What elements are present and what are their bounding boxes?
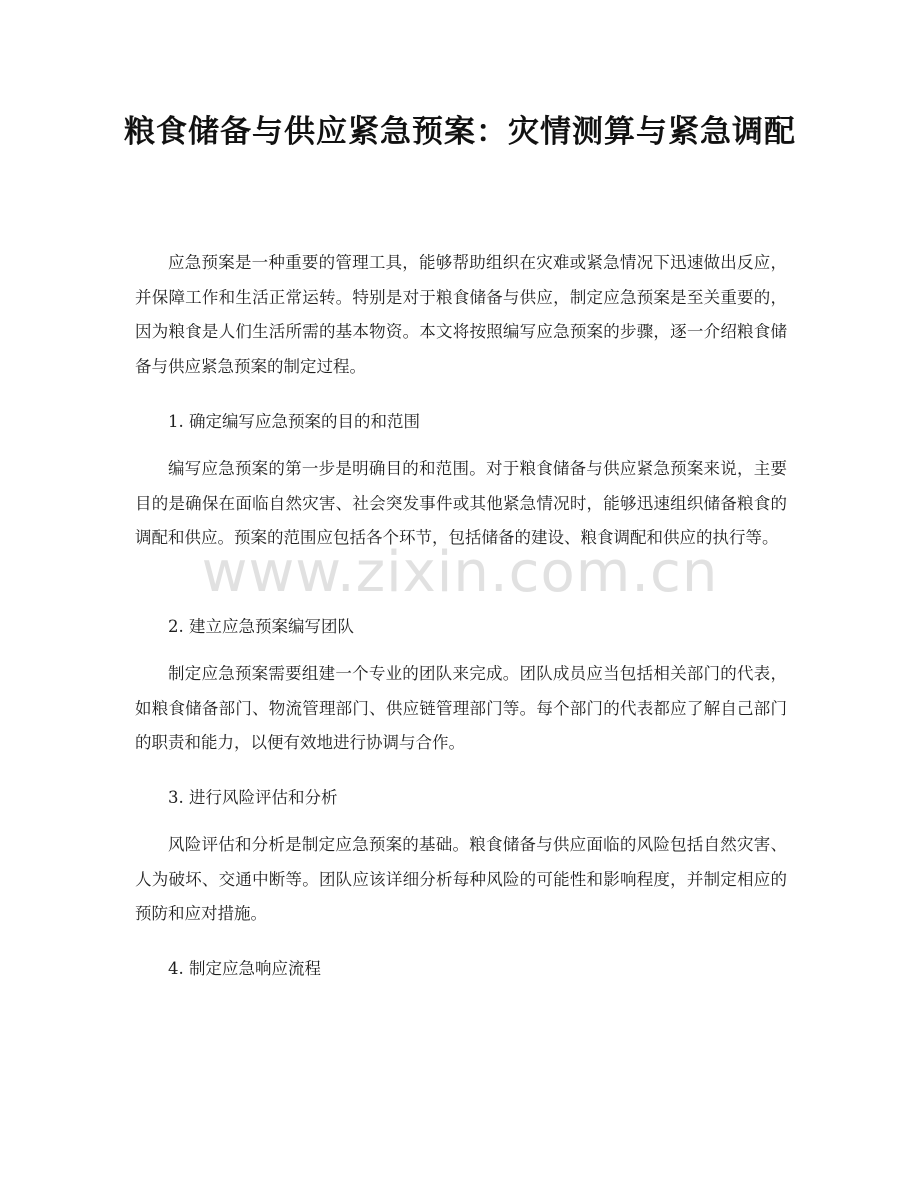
intro-paragraph: 应急预案是一种重要的管理工具，能够帮助组织在灾难或紧急情况下迅速做出反应，并保障工作和生活正常运转。特别是对于粮食储备与供应，制定应急预案是至关重要的，因为粮食是人们生活所需的基本物资。本文将按照编写应急预案的步骤，逐一介绍粮食储备与供应紧急预案的制定过程。 — [135, 253, 787, 376]
section-heading-2: 2. 建立应急预案编写团队 — [168, 617, 354, 636]
section-heading-1: 1. 确定编写应急预案的目的和范围 — [168, 412, 420, 431]
section-heading-3: 3. 进行风险评估和分析 — [168, 788, 338, 807]
document-title: 粮食储备与供应紧急预案：灾情测算与紧急调配 — [124, 114, 796, 150]
section-body-3: 风险评估和分析是制定应急预案的基础。粮食储备与供应面临的风险包括自然灾害、人为破坏、交通中断等。团队应该详细分析每种风险的可能性和影响程度，并制定相应的预防和应对措施。 — [135, 835, 787, 923]
watermark: www.zixin.com.cn — [201, 540, 719, 605]
section-heading-4: 4. 制定应急响应流程 — [168, 959, 321, 978]
section-body-2: 制定应急预案需要组建一个专业的团队来完成。团队成员应当包括相关部门的代表，如粮食储备部门、物流管理部门、供应链管理部门等。每个部门的代表都应了解自己部门的职责和能力，以便有效地进行协调与合作。 — [135, 664, 787, 752]
section-body-1: 编写应急预案的第一步是明确目的和范围。对于粮食储备与供应紧急预案来说，主要目的是确保在面临自然灾害、社会突发事件或其他紧急情况时，能够迅速组织储备粮食的调配和供应。预案的范围应包括各个环节，包括储备的建设、粮食调配和供应的执行等。 — [135, 459, 787, 547]
